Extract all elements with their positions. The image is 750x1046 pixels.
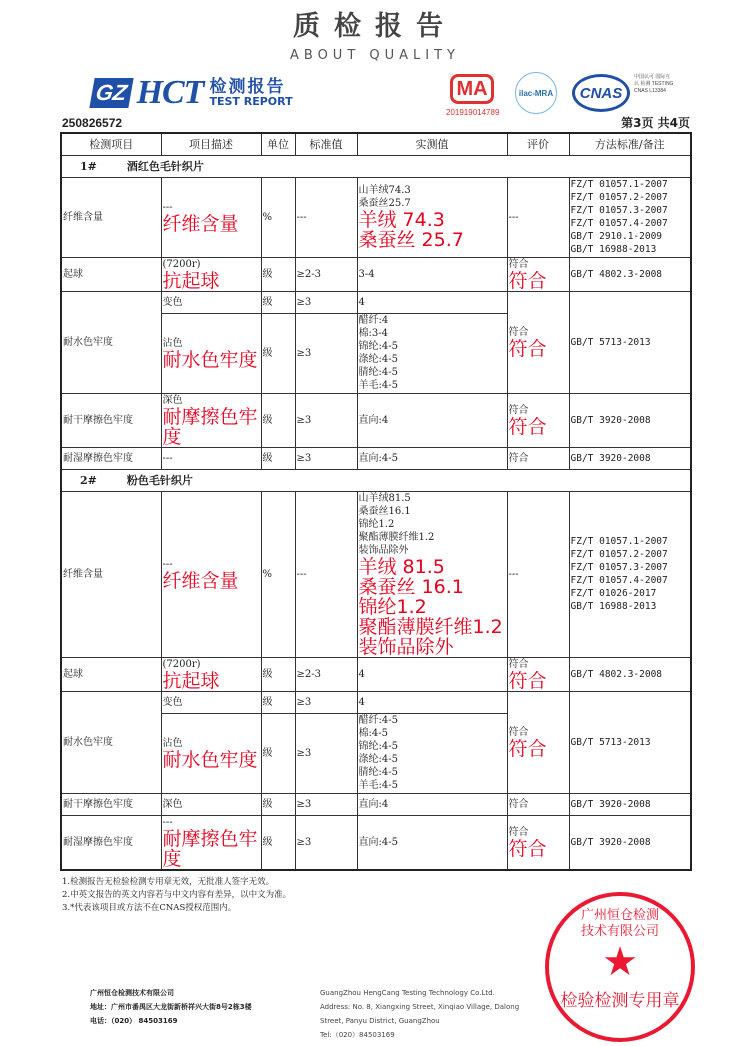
dry-item-cell bbox=[61, 793, 161, 815]
table-row bbox=[61, 691, 691, 713]
wet-std: ≥3 bbox=[296, 836, 312, 848]
water-eval-cell bbox=[507, 691, 569, 793]
dry-eval-cell bbox=[507, 393, 569, 447]
water-desc: 变色 bbox=[162, 296, 183, 308]
notes bbox=[62, 876, 392, 915]
annotation: 耐水色牢度 bbox=[162, 348, 258, 371]
table-row bbox=[61, 657, 691, 691]
report-number: 250826572 bbox=[62, 116, 123, 130]
annotation: 符合 bbox=[508, 415, 547, 438]
wet-result-cell bbox=[357, 447, 507, 469]
note: 3.*代表该项目或方法不在CNAS授权范围内。 bbox=[62, 902, 237, 913]
wet-eval-cell bbox=[507, 815, 569, 870]
annotation: 符合 bbox=[508, 269, 547, 291]
sample-title bbox=[61, 155, 691, 177]
water-desc: 沾色 bbox=[162, 337, 183, 349]
water-std: ≥3 bbox=[296, 296, 312, 308]
fiber-result-cell bbox=[357, 491, 507, 657]
annotation: 符合 bbox=[508, 737, 547, 760]
col-header: 单位 bbox=[261, 133, 295, 155]
logo-cn: 检测报告 bbox=[209, 77, 286, 97]
water-result-cell bbox=[357, 691, 507, 713]
wet-eval: 符合 bbox=[508, 452, 529, 464]
water-desc: 沾色 bbox=[162, 737, 183, 749]
dry-unit: 级 bbox=[262, 414, 273, 426]
pilling-unit-cell bbox=[261, 257, 295, 291]
dry-unit: 级 bbox=[262, 798, 273, 810]
dry-std: ≥3 bbox=[296, 414, 312, 426]
wet-desc: --- bbox=[162, 452, 173, 464]
wet-result: 直向:4-5 bbox=[358, 836, 398, 848]
wet-item-cell bbox=[61, 447, 161, 469]
water-eval: 符合 bbox=[508, 726, 529, 738]
table-row bbox=[61, 447, 691, 469]
wet-unit-cell bbox=[261, 815, 295, 870]
water-item: 耐水色牢度 bbox=[63, 336, 113, 348]
dry-result: 直向:4 bbox=[358, 414, 389, 426]
logo-gz: GZ bbox=[89, 78, 133, 108]
sample-header bbox=[61, 155, 691, 177]
results-table bbox=[60, 132, 692, 871]
footer-address-en: Address: No. 8, Xiangxing Street, Xinqiao Village, Dalong Street, Panyu District, GuangZhou bbox=[320, 1003, 520, 1025]
pilling-eval-cell bbox=[507, 657, 569, 691]
pilling-desc-cell bbox=[161, 257, 261, 291]
footer-company-en: GuangZhou HengCang Testing Technology Co.Ltd. bbox=[320, 989, 495, 997]
col-header: 实测值 bbox=[357, 133, 507, 155]
water-desc-cell bbox=[161, 691, 261, 713]
pilling-method: GB/T 4802.3-2008 bbox=[570, 268, 663, 280]
water-unit-cell bbox=[261, 291, 295, 313]
fiber-result: 山羊绒74.3 桑蚕丝25.7 bbox=[358, 185, 411, 209]
wet-result: 直向:4-5 bbox=[358, 452, 398, 464]
pilling-std: ≥2-3 bbox=[296, 268, 321, 280]
water-std: ≥3 bbox=[296, 696, 312, 708]
water-method: GB/T 5713-2013 bbox=[570, 336, 651, 348]
fiber-unit-cell bbox=[261, 491, 295, 657]
water-item: 耐水色牢度 bbox=[63, 736, 113, 748]
dry-result-cell bbox=[357, 793, 507, 815]
footer-address: 地址：广州市番禺区大龙街新桥祥兴大街8号2栋3楼 bbox=[90, 1003, 252, 1011]
water-method-cell bbox=[569, 691, 691, 793]
water-desc-cell bbox=[161, 313, 261, 393]
wet-unit: 级 bbox=[262, 836, 273, 848]
pilling-std-cell bbox=[295, 257, 357, 291]
table-row bbox=[61, 257, 691, 291]
water-std-cell bbox=[295, 291, 357, 313]
dry-result: 直向:4 bbox=[358, 798, 389, 810]
sample-id: 2# bbox=[80, 473, 97, 487]
pilling-result-cell bbox=[357, 657, 507, 691]
wet-unit-cell bbox=[261, 447, 295, 469]
fiber-item: 纤维含量 bbox=[63, 211, 103, 223]
annotation: 羊绒 81.5 桑蚕丝 16.1 锦纶1.2 聚酯薄膜纤维1.2 装饰品除外 bbox=[358, 555, 503, 657]
wet-method-cell bbox=[569, 447, 691, 469]
pilling-std-cell bbox=[295, 657, 357, 691]
water-std-cell bbox=[295, 691, 357, 713]
fiber-result-cell bbox=[357, 177, 507, 257]
wet-item-cell bbox=[61, 815, 161, 870]
dry-item: 耐干摩擦色牢度 bbox=[63, 798, 133, 810]
fiber-desc-cell bbox=[161, 177, 261, 257]
sample-header bbox=[61, 469, 691, 491]
pilling-desc: (7200r) bbox=[162, 258, 201, 270]
water-desc: 变色 bbox=[162, 696, 183, 708]
water-result-cell bbox=[357, 313, 507, 393]
wet-method: GB/T 3920-2008 bbox=[570, 836, 651, 848]
dry-method: GB/T 3920-2008 bbox=[570, 798, 651, 810]
footer-tel-en: Tel:（020）84503169 bbox=[320, 1031, 395, 1039]
footer-tel: 电话：（020） 84503169 bbox=[90, 1017, 178, 1025]
dry-method-cell bbox=[569, 393, 691, 447]
water-unit: 级 bbox=[262, 296, 273, 308]
wet-std: ≥3 bbox=[296, 452, 312, 464]
annotation: 羊绒 74.3 桑蚕丝 25.7 bbox=[358, 209, 464, 251]
water-unit-cell bbox=[261, 313, 295, 393]
annotation: 纤维含量 bbox=[162, 212, 239, 235]
page-title: 质检报告 bbox=[293, 11, 457, 42]
report-body bbox=[60, 132, 690, 915]
wet-desc-cell bbox=[161, 447, 261, 469]
pilling-item-cell bbox=[61, 257, 161, 291]
dry-item: 耐干摩擦色牢度 bbox=[63, 414, 133, 426]
col-header: 标准值 bbox=[295, 133, 357, 155]
pilling-result: 4 bbox=[358, 668, 365, 680]
fiber-std-cell bbox=[295, 491, 357, 657]
pilling-result-cell bbox=[357, 257, 507, 291]
footer-company: 广州恒仓检测技术有限公司 bbox=[90, 989, 174, 997]
seal-top-text: 广州恒仓检测技术有限公司 bbox=[580, 908, 659, 939]
pilling-unit: 级 bbox=[262, 268, 273, 280]
dry-desc: 深色 bbox=[162, 798, 183, 810]
sample-name: 酒红色毛针织片 bbox=[126, 159, 204, 173]
sample-name: 粉色毛针织片 bbox=[126, 473, 193, 487]
dry-item-cell bbox=[61, 393, 161, 447]
fiber-eval-cell bbox=[507, 177, 569, 257]
fiber-method: FZ/T 01057.1-2007 FZ/T 01057.2-2007 FZ/T 01057.3-2007 FZ/T 01057.4-2007 GB/T 2910.1-2009 GB/T 16988-2013 bbox=[570, 179, 668, 255]
dry-method-cell bbox=[569, 793, 691, 815]
fiber-result: 山羊绒81.5 桑蚕丝16.1 锦纶1.2 聚酯薄膜纤维1.2 装饰品除外 bbox=[358, 492, 435, 556]
pilling-method-cell bbox=[569, 257, 691, 291]
dry-desc-cell bbox=[161, 393, 261, 447]
note: 2.中英文报告的英文内容若与中文内容有差异，以中文为准。 bbox=[62, 889, 292, 900]
water-result: 醋纤:4-5 棉:4-5 锦纶:4-5 涤纶:4-5 腈纶:4-5 羊毛:4-5 bbox=[358, 715, 398, 791]
pilling-unit: 级 bbox=[262, 668, 273, 680]
wet-eval-cell bbox=[507, 447, 569, 469]
seal-bottom-text: 检验检测专用章 bbox=[560, 991, 680, 1011]
water-unit-cell bbox=[261, 713, 295, 793]
water-eval: 符合 bbox=[508, 326, 529, 338]
fiber-desc-cell bbox=[161, 491, 261, 657]
fiber-method-cell bbox=[569, 177, 691, 257]
wet-unit: 级 bbox=[262, 452, 273, 464]
annotation: 抗起球 bbox=[162, 669, 220, 691]
dry-result-cell bbox=[357, 393, 507, 447]
water-unit: 级 bbox=[262, 747, 273, 759]
water-result-cell bbox=[357, 291, 507, 313]
water-std-cell bbox=[295, 713, 357, 793]
hct-logo bbox=[92, 74, 293, 112]
fiber-std-cell bbox=[295, 177, 357, 257]
logo-en: TEST REPORT bbox=[209, 95, 293, 108]
ilac-logo: ilac-MRA bbox=[515, 72, 557, 114]
water-result-cell bbox=[357, 713, 507, 793]
col-header: 方法标准/备注 bbox=[569, 133, 691, 155]
water-result: 4 bbox=[358, 296, 365, 308]
dry-eval: 符合 bbox=[508, 404, 529, 416]
dry-method: GB/T 3920-2008 bbox=[570, 414, 651, 426]
table-header bbox=[61, 133, 691, 155]
page-subtitle: ABOUT QUALITY bbox=[289, 48, 460, 63]
sample-title bbox=[61, 469, 691, 491]
wet-item: 耐湿摩擦色牢度 bbox=[63, 452, 133, 464]
fiber-std: --- bbox=[296, 211, 307, 223]
water-item-cell bbox=[61, 291, 161, 393]
annotation: 耐水色牢度 bbox=[162, 748, 258, 771]
footer-cn bbox=[90, 986, 315, 1028]
col-header: 检测项目 bbox=[61, 133, 161, 155]
pilling-eval: 符合 bbox=[508, 658, 529, 670]
wet-eval: 符合 bbox=[508, 826, 529, 838]
fiber-desc: --- bbox=[162, 558, 173, 570]
col-header: 项目描述 bbox=[161, 133, 261, 155]
water-desc-cell bbox=[161, 291, 261, 313]
annotation: 符合 bbox=[508, 337, 547, 360]
company-seal bbox=[545, 892, 695, 1042]
water-unit: 级 bbox=[262, 696, 273, 708]
cma-logo: MA bbox=[450, 74, 494, 104]
wet-method-cell bbox=[569, 815, 691, 870]
wet-method: GB/T 3920-2008 bbox=[570, 452, 651, 464]
dry-std: ≥3 bbox=[296, 798, 312, 810]
pilling-method-cell bbox=[569, 657, 691, 691]
wet-result-cell bbox=[357, 815, 507, 870]
pilling-std: ≥2-3 bbox=[296, 668, 321, 680]
water-result: 4 bbox=[358, 696, 365, 708]
water-unit-cell bbox=[261, 691, 295, 713]
dry-std-cell bbox=[295, 393, 357, 447]
table-row bbox=[61, 815, 691, 870]
wet-std-cell bbox=[295, 447, 357, 469]
fiber-unit: % bbox=[262, 211, 273, 223]
wet-desc-cell bbox=[161, 815, 261, 870]
dry-desc-cell bbox=[161, 793, 261, 815]
fiber-eval: --- bbox=[508, 568, 519, 580]
fiber-std: --- bbox=[296, 568, 307, 580]
footer-en bbox=[320, 986, 535, 1042]
fiber-method-cell bbox=[569, 491, 691, 657]
dry-unit-cell bbox=[261, 393, 295, 447]
star-icon: ★ bbox=[602, 939, 638, 985]
dry-desc: 深色 bbox=[162, 394, 183, 406]
pilling-method: GB/T 4802.3-2008 bbox=[570, 668, 663, 680]
dry-std-cell bbox=[295, 793, 357, 815]
logo-hct: HCT bbox=[136, 74, 204, 111]
table-row bbox=[61, 491, 691, 657]
water-unit: 级 bbox=[262, 347, 273, 359]
pilling-item-cell bbox=[61, 657, 161, 691]
cma-number: 201919014789 bbox=[446, 108, 500, 117]
pilling-eval-cell bbox=[507, 257, 569, 291]
fiber-eval: --- bbox=[508, 211, 519, 223]
table-row bbox=[61, 793, 691, 815]
cnas-logo: CNAS bbox=[572, 74, 630, 112]
annotation: 符合 bbox=[508, 669, 547, 691]
page-info: 第3页 共4页 bbox=[621, 116, 690, 130]
fiber-item-cell bbox=[61, 177, 161, 257]
pilling-item: 起球 bbox=[63, 668, 83, 680]
dry-unit-cell bbox=[261, 793, 295, 815]
dry-eval-cell bbox=[507, 793, 569, 815]
fiber-item-cell bbox=[61, 491, 161, 657]
annotation: 纤维含量 bbox=[162, 569, 239, 592]
wet-desc: --- bbox=[162, 816, 173, 828]
water-eval-cell bbox=[507, 291, 569, 393]
water-std: ≥3 bbox=[296, 347, 312, 359]
col-header: 评价 bbox=[507, 133, 569, 155]
cnas-text: 中国认可 国际互认 检测 TESTING CNAS L13384 bbox=[634, 74, 674, 94]
water-item-cell bbox=[61, 691, 161, 793]
pilling-unit-cell bbox=[261, 657, 295, 691]
fiber-eval-cell bbox=[507, 491, 569, 657]
water-method: GB/T 5713-2013 bbox=[570, 736, 651, 748]
annotation: 耐摩擦色牢度 bbox=[162, 827, 258, 870]
fiber-unit-cell bbox=[261, 177, 295, 257]
table-row bbox=[61, 177, 691, 257]
pilling-eval: 符合 bbox=[508, 258, 529, 270]
water-std: ≥3 bbox=[296, 747, 312, 759]
annotation: 抗起球 bbox=[162, 269, 220, 291]
table-row bbox=[61, 291, 691, 313]
table-row bbox=[61, 393, 691, 447]
wet-item: 耐湿摩擦色牢度 bbox=[63, 836, 133, 848]
sample-id: 1# bbox=[80, 159, 97, 173]
fiber-item: 纤维含量 bbox=[63, 568, 103, 580]
water-result: 醋纤:4 棉:3-4 锦纶:4-5 涤纶:4-5 腈纶:4-5 羊毛:4-5 bbox=[358, 315, 398, 391]
note: 1.检测报告无检验检测专用章无效，无批准人签字无效。 bbox=[62, 876, 275, 887]
annotation: 耐摩擦色牢度 bbox=[162, 405, 258, 447]
water-std-cell bbox=[295, 313, 357, 393]
fiber-method: FZ/T 01057.1-2007 FZ/T 01057.2-2007 FZ/T 01057.3-2007 FZ/T 01057.4-2007 FZ/T 01026-2017 GB/T 16988-2013 bbox=[570, 536, 668, 612]
fiber-unit: % bbox=[262, 568, 273, 580]
pilling-item: 起球 bbox=[63, 268, 83, 280]
wet-std-cell bbox=[295, 815, 357, 870]
water-desc-cell bbox=[161, 713, 261, 793]
fiber-desc: --- bbox=[162, 201, 173, 213]
pilling-result: 3-4 bbox=[358, 268, 375, 280]
pilling-desc-cell bbox=[161, 657, 261, 691]
annotation: 符合 bbox=[508, 837, 547, 860]
dry-eval: 符合 bbox=[508, 798, 529, 810]
water-method-cell bbox=[569, 291, 691, 393]
pilling-desc: (7200r) bbox=[162, 658, 201, 670]
